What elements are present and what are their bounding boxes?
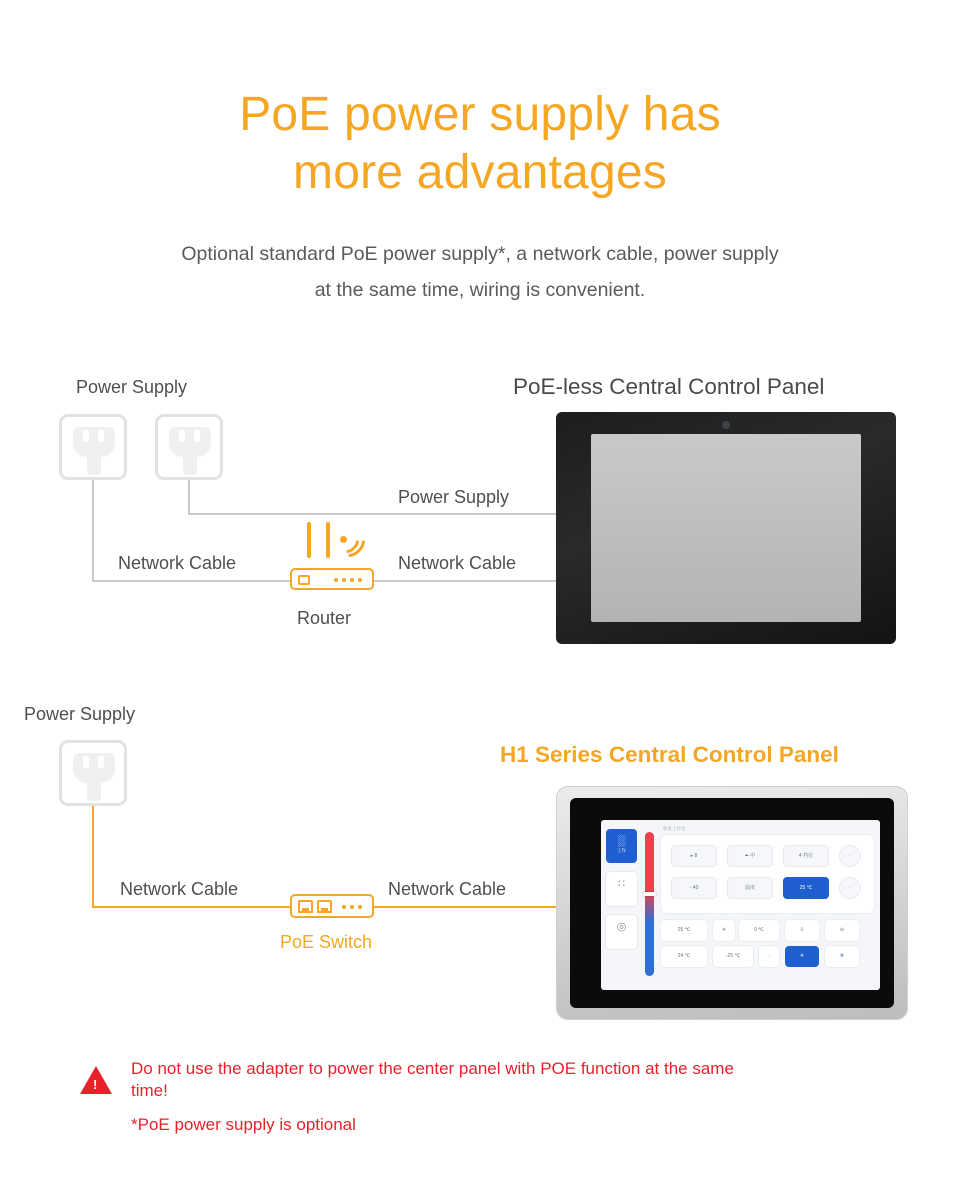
power-outlet-icon (59, 740, 127, 806)
router-antenna-icon (307, 522, 311, 558)
sidebar-item-work[interactable] (606, 829, 637, 863)
wire-poe-horizontal-left (92, 906, 292, 908)
grid-cell-active[interactable]: ☀ (785, 946, 819, 967)
tablet-screen-ui (601, 820, 880, 990)
wifi-signal-icon (329, 521, 371, 563)
control-chip[interactable]: 温度 (727, 877, 773, 899)
wire-power-vertical (188, 480, 190, 514)
control-chip[interactable]: ⏶·中 (727, 845, 773, 867)
top-power-supply-label: Power Supply (76, 377, 188, 397)
poe-switch-icon (290, 894, 374, 918)
grid-cell[interactable]: ✳ (713, 920, 735, 941)
temperature-slider[interactable] (645, 832, 654, 976)
wire-poe-vertical (92, 806, 94, 908)
slider-knob[interactable] (643, 892, 656, 896)
poeless-panel-title: PoE-less Central Control Panel (513, 374, 825, 399)
control-chip[interactable]: ▫ 40 (671, 877, 717, 899)
wire-network-horizontal-left (92, 580, 292, 582)
grid-cell[interactable]: 24 ℃ (661, 946, 707, 967)
control-chip-active[interactable]: 25 ℃ (783, 877, 829, 899)
h1-panel-title: H1 Series Central Control Panel (500, 742, 839, 767)
controls-grid (661, 920, 874, 986)
grid-icon: ∷ (618, 878, 625, 890)
subtitle-line-1: Optional standard PoE power supply*, a network cable, power supply (181, 243, 779, 265)
sidebar-item-settings[interactable] (606, 915, 637, 949)
bottom-network-cable-left-label: Network Cable (120, 879, 239, 899)
router-icon (290, 568, 374, 590)
wire-network-vertical-left (92, 480, 94, 582)
router-antenna-icon (326, 522, 330, 558)
control-chip-round[interactable]: · (839, 877, 861, 899)
grid-cell[interactable]: · (759, 946, 779, 967)
page-subtitle (0, 236, 960, 308)
controls-card (661, 835, 874, 913)
grid-cell[interactable]: ⌾ (785, 920, 819, 941)
wire-poe-horizontal-right (374, 906, 586, 908)
poe-switch-label: PoE Switch (280, 932, 373, 952)
bottom-power-supply-label: Power Supply (24, 704, 136, 724)
grid-cell[interactable]: ⊖ (825, 920, 859, 941)
top-power-supply-wire-label: Power Supply (398, 487, 510, 507)
room-title: 休息工作室 (663, 826, 686, 831)
subtitle-line-2: at the same time, wiring is convenient. (314, 279, 646, 301)
page-title (0, 86, 960, 202)
headline-line-2: more advantages (293, 146, 667, 199)
tablet-screen-blank (591, 434, 861, 622)
control-chip[interactable]: ▸ 8 (671, 845, 717, 867)
camera-icon (722, 421, 730, 429)
headline-line-1: PoE power supply has (239, 88, 721, 141)
sidebar-item-label: 工作 (617, 848, 626, 853)
power-outlet-icon (155, 414, 223, 480)
sidebar-item-grid[interactable] (606, 872, 637, 906)
tablet-sidebar (606, 829, 637, 981)
top-network-cable-right-label: Network Cable (398, 553, 517, 573)
warning-text: Do not use the adapter to power the center panel with POE function at the same time! (131, 1059, 734, 1100)
grid-cell[interactable]: -25 ℃ (713, 946, 753, 967)
top-network-cable-left-label: Network Cable (118, 553, 237, 573)
warning-bang: ! (93, 1077, 98, 1092)
grid-cell[interactable]: 25 ℃ (661, 920, 707, 941)
grid-cell[interactable]: ❄ (825, 946, 859, 967)
work-icon: ░ (617, 835, 626, 847)
grid-cell[interactable]: 0 ℃ (739, 920, 779, 941)
warning-note: *PoE power supply is optional (131, 1115, 356, 1134)
control-chip-round[interactable]: · (839, 845, 861, 867)
poeless-central-control-panel (556, 412, 896, 644)
bottom-network-cable-right-label: Network Cable (388, 879, 507, 899)
h1-central-control-panel (556, 786, 908, 1020)
router-label: Router (297, 608, 352, 628)
power-outlet-icon (59, 414, 127, 480)
gear-icon: ◎ (616, 921, 627, 933)
control-chip[interactable]: 4 档位 (783, 845, 829, 867)
wire-power-horizontal (188, 513, 588, 515)
